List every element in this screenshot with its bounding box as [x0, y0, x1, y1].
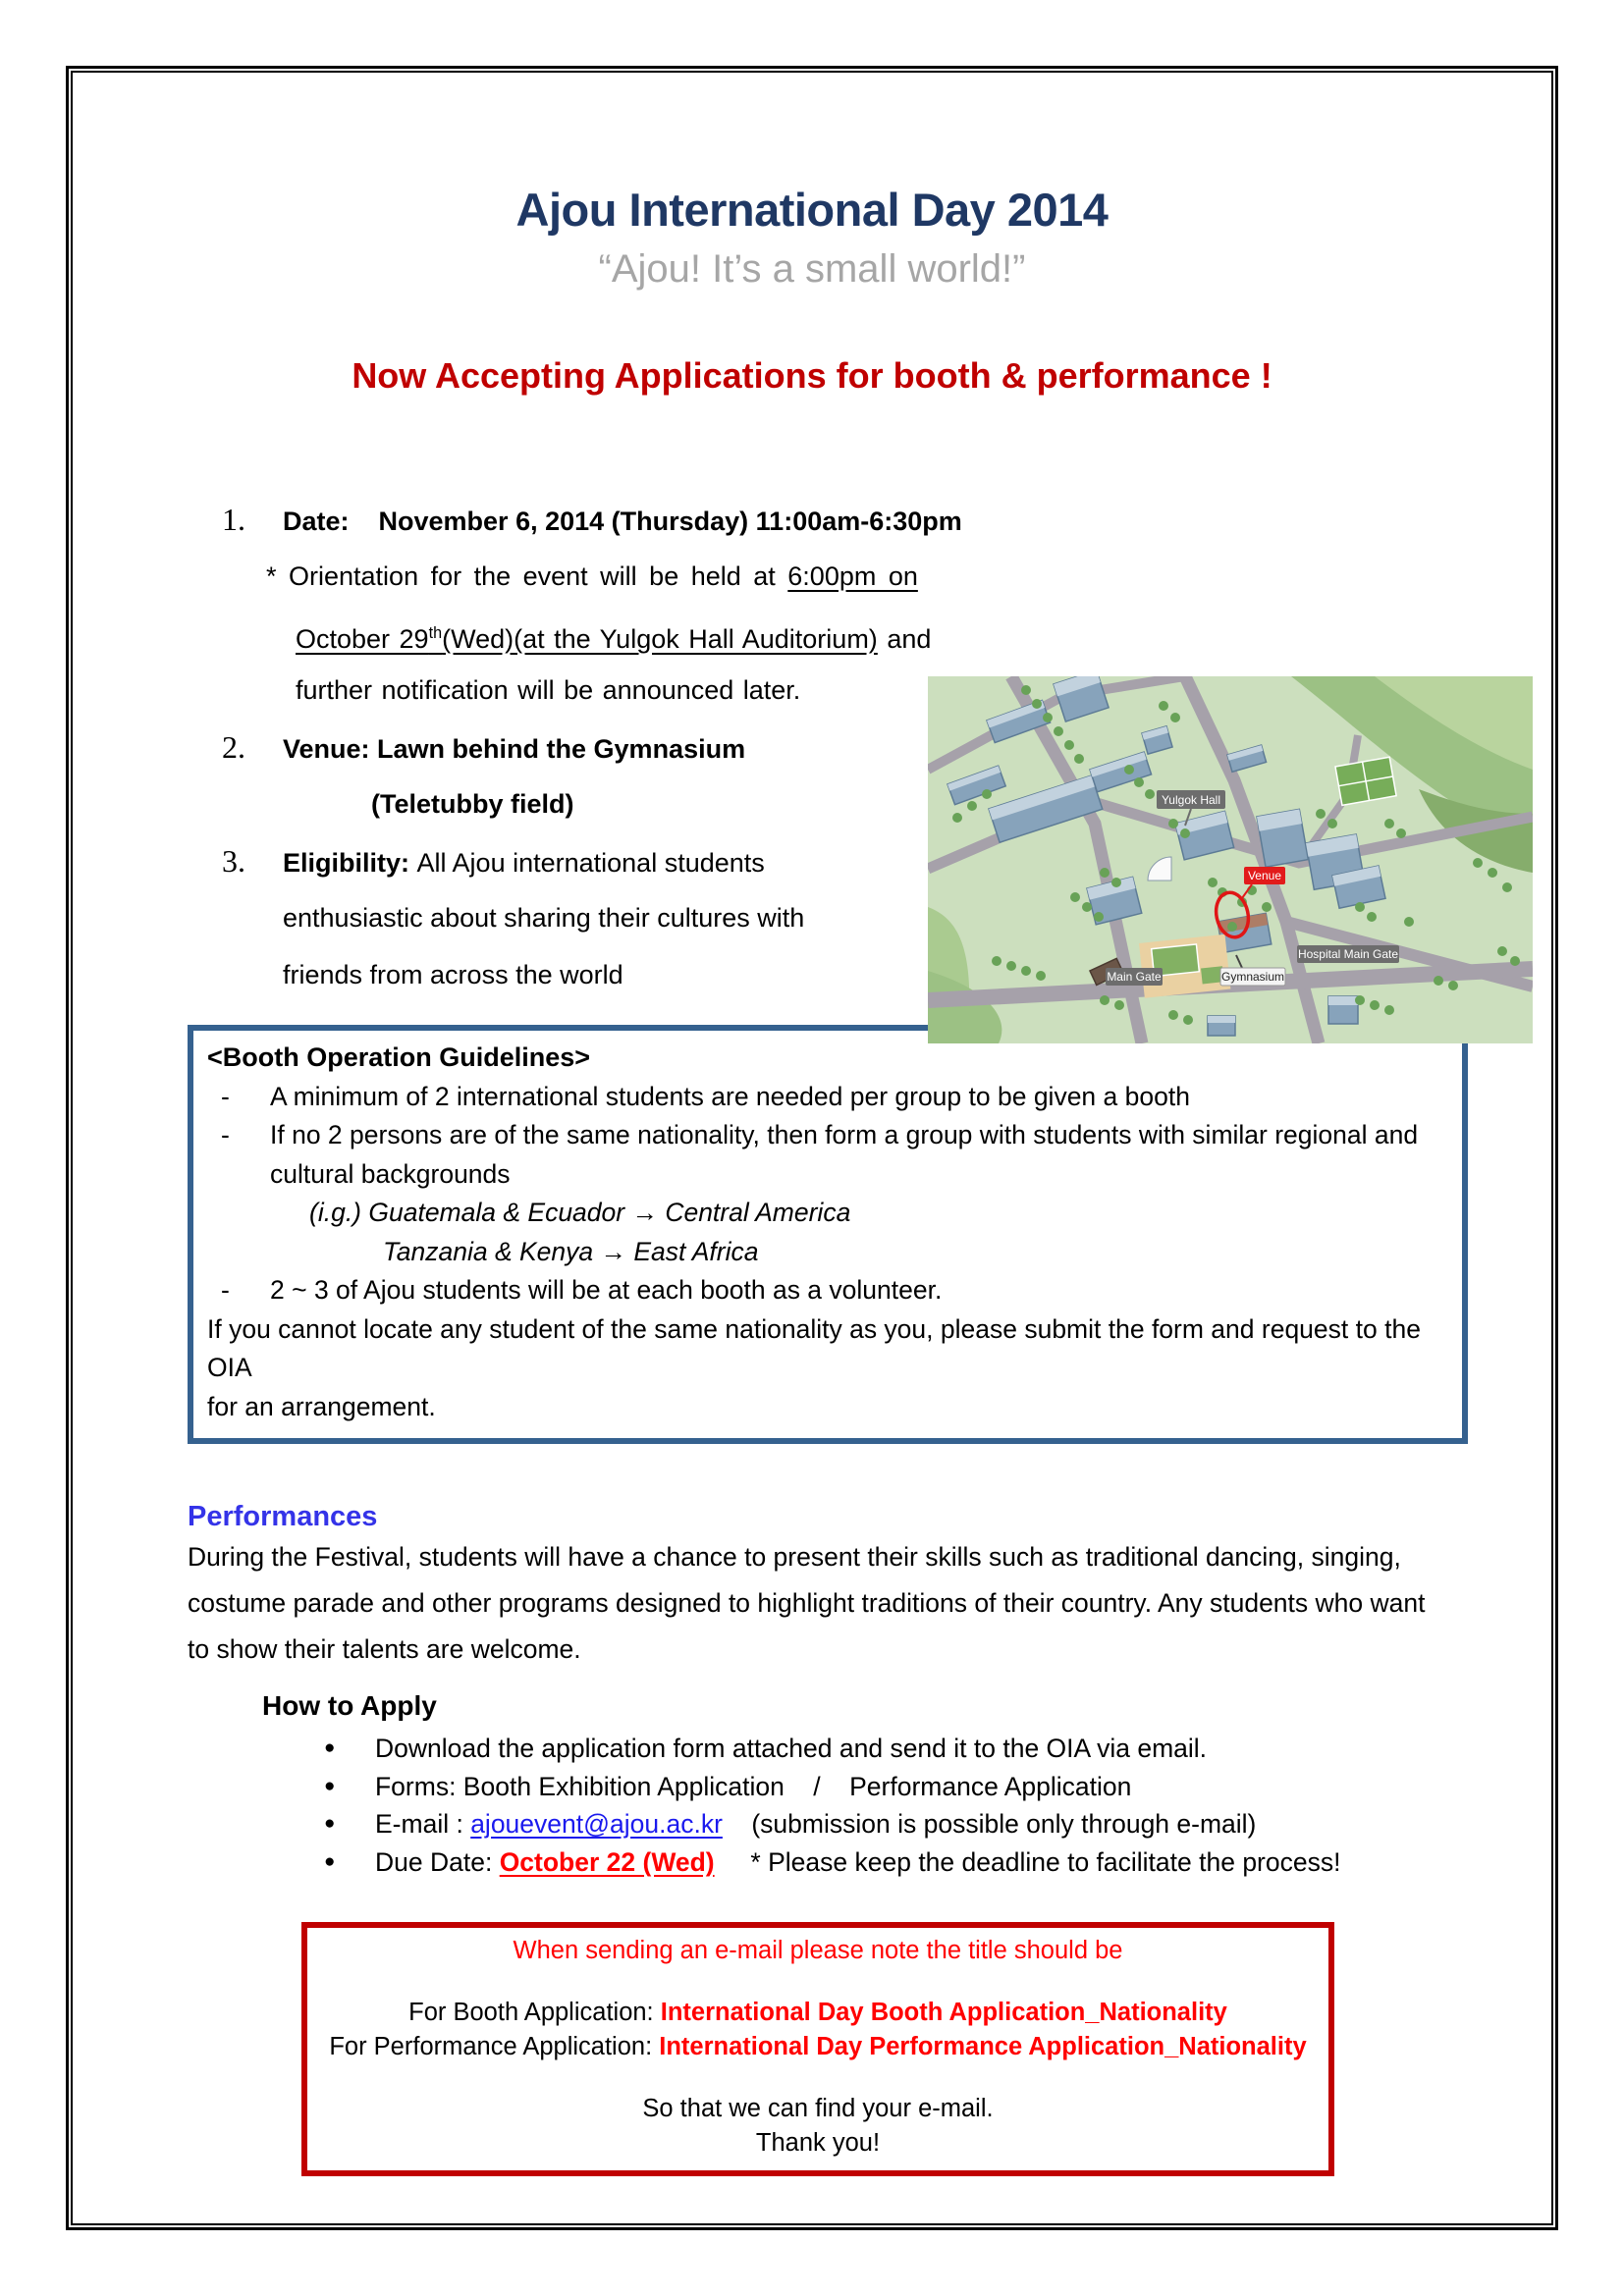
guideline-text: A minimum of 2 international students are needed per group to be given a booth: [270, 1081, 1190, 1111]
guideline-item: [207, 1271, 1448, 1310]
spacer: [317, 1968, 1319, 1996]
flyer-page: [73, 183, 1551, 2225]
paragraph-line: costume parade and other programs designed to highlight traditions of their country. Any students who want: [188, 1588, 1426, 1618]
campus-map-image: [928, 676, 1533, 1043]
performances-paragraph: [188, 1534, 1551, 1673]
svg-text:Hospital Main Gate: Hospital Main Gate: [1297, 947, 1399, 961]
due-date-value: October 22 (Wed): [499, 1846, 715, 1877]
orientation-note-line3: further notification will be announced later.: [296, 675, 801, 705]
tennis-courts: [1335, 757, 1396, 805]
bullet-icon: ●: [324, 1775, 336, 1796]
apply-step-due-date: [324, 1843, 1551, 1882]
page-title: Ajou International Day 2014: [515, 184, 1109, 236]
apply-step-download: [324, 1730, 1551, 1768]
svg-text:Yulgok Hall: Yulgok Hall: [1161, 793, 1221, 807]
eligibility-line2: enthusiastic about sharing their cultures with: [283, 903, 805, 933]
apply-step-text: Forms: Booth Exhibition Application / Performance Application: [375, 1771, 1132, 1801]
apply-step-text: E-mail : ajouevent@ajou.ac.kr (submission is possible only through e-mail): [375, 1809, 1257, 1839]
sports-field: [1139, 934, 1230, 998]
svg-text:Venue: Venue: [1247, 869, 1282, 882]
orientation-note-line2: [296, 605, 1551, 662]
guidelines-title: <Booth Operation Guidelines>: [207, 1042, 591, 1072]
guideline-example1: (i.g.) Guatemala & Ecuador → Central America: [309, 1198, 851, 1227]
performance-title-value: International Day Performance Application_Nationality: [659, 2033, 1307, 2060]
guideline-item: [207, 1116, 1448, 1155]
guideline-note-line1: If you cannot locate any student of the same nationality as you, please submit the form and request to the OIA: [207, 1313, 1421, 1382]
note-closing-line1: So that we can find your e-mail.: [642, 2095, 994, 2122]
orientation-text-and: and: [877, 624, 932, 654]
performance-title-line: For Performance Application: International Day Performance Application_Nationality: [329, 2033, 1307, 2060]
item-number: 1.: [222, 502, 245, 537]
item-number: 2.: [222, 729, 245, 765]
item-number: 3.: [222, 843, 245, 879]
eligibility-value: All Ajou international students: [416, 848, 765, 878]
guideline-text: 2 ~ 3 of Ajou students will be at each booth as a volunteer.: [270, 1275, 943, 1305]
venue-value: Lawn behind the Gymnasium: [377, 734, 746, 764]
guideline-example2: Tanzania & Kenya → East Africa: [383, 1236, 759, 1266]
guideline-item: [207, 1078, 1448, 1117]
email-link[interactable]: ajouevent@ajou.ac.kr: [470, 1809, 723, 1839]
guideline-note-line2: for an arrangement.: [207, 1391, 436, 1421]
booth-guidelines-box: [188, 1025, 1468, 1444]
venue-value-line2: (Teletubby field): [371, 789, 574, 819]
dash-bullet: -: [221, 1275, 230, 1305]
eligibility-label: Eligibility:: [283, 848, 410, 878]
dash-spacer: [207, 1155, 270, 1195]
svg-text:Gymnasium: Gymnasium: [1220, 970, 1285, 984]
booth-title-line: For Booth Application: International Day Booth Application_Nationality: [408, 1999, 1227, 2026]
orientation-underlined-time: 6:00pm on: [787, 561, 918, 591]
apply-step-text: Download the application form attached and send it to the OIA via email.: [375, 1734, 1208, 1763]
page-border-inner: [71, 71, 1553, 2225]
bullet-icon: ●: [324, 1737, 336, 1758]
note-closing-line2: Thank you!: [755, 2129, 881, 2157]
dash-bullet: -: [221, 1120, 230, 1149]
email-title-note-box: [301, 1922, 1334, 2176]
page-border-outer: [66, 66, 1558, 2230]
page-subtitle: “Ajou! It’s a small world!”: [598, 247, 1026, 291]
dash-bullet: -: [221, 1081, 230, 1111]
date-label: Date:: [283, 507, 350, 536]
svg-text:Main Gate: Main Gate: [1107, 970, 1162, 984]
how-to-apply-heading: How to Apply: [262, 1690, 437, 1721]
map-label-hospital-main-gate: [1297, 945, 1399, 963]
bullet-icon: ●: [324, 1850, 336, 1872]
map-label-main-gate: [1106, 968, 1163, 986]
guideline-text: cultural backgrounds: [270, 1158, 511, 1189]
guideline-item-continuation: [207, 1155, 1448, 1195]
apply-step-text: Due Date: October 22 (Wed) * Please keep the deadline to facilitate the process!: [375, 1846, 1341, 1877]
bullet-icon: ●: [324, 1813, 336, 1834]
venue-label: Venue:: [283, 734, 370, 764]
performances-heading: Performances: [188, 1501, 378, 1532]
paragraph-line: to show their talents are welcome.: [188, 1634, 581, 1664]
date-value: November 6, 2014 (Thursday) 11:00am-6:30pm: [378, 507, 962, 536]
orientation-note-line1: [266, 548, 1551, 605]
apply-step-email: [324, 1805, 1551, 1843]
paragraph-line: During the Festival, students will have a chance to present their skills such as traditional dancing, singing,: [188, 1542, 1401, 1572]
orientation-text: * Orientation for the event will be held at: [266, 561, 788, 591]
list-item-date: [222, 491, 1551, 548]
banner-heading: Now Accepting Applications for booth & performance !: [352, 355, 1272, 396]
booth-title-value: International Day Booth Application_Nationality: [660, 1999, 1227, 2026]
note-intro-line: When sending an e-mail please note the title should be: [513, 1937, 1123, 1964]
spacer: [317, 2064, 1319, 2092]
guideline-text: If no 2 persons are of the same nationality, then form a group with students with similar regional and: [270, 1120, 1419, 1149]
apply-step-forms: [324, 1768, 1551, 1806]
eligibility-line3: friends from across the world: [283, 960, 623, 989]
orientation-underlined-date: October 29th(Wed)(at the Yulgok Hall Auditorium): [296, 624, 878, 654]
